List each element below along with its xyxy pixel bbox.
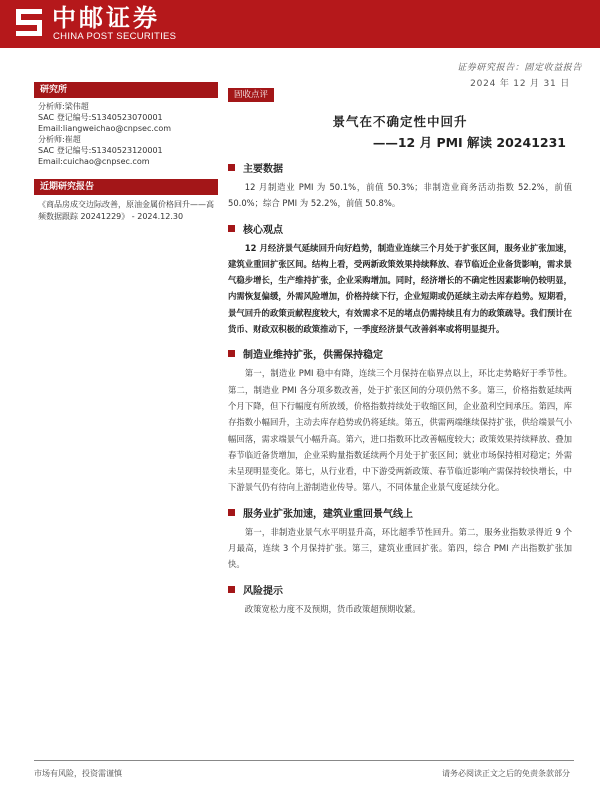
footer-risk-note: 市场有风险，投资需谨慎 bbox=[34, 769, 122, 778]
category-tag: 固收点评 bbox=[228, 88, 274, 102]
section-heading: 核心观点 bbox=[228, 221, 572, 236]
section-heading: 主要数据 bbox=[228, 160, 572, 175]
report-subtitle: ——12 月 PMI 解读 20241231 bbox=[372, 135, 566, 150]
square-bullet-icon bbox=[228, 586, 235, 593]
section-paragraph: 第一，非制造业景气水平明显升高，环比超季节性回升。第二，服务业指数录得近 9 个月最高，连续 3 个月保持扩张。第三，建筑业重回扩张。第四，综合 PMI 产出指数扩张加快。 bbox=[228, 526, 572, 570]
recent-report-link[interactable]: 《商品房成交边际改善，原油金属价格回升——高频数据跟踪 20241229》 - 2024.12.30 bbox=[38, 200, 214, 221]
report-type: 证券研究报告：固定收益报告 bbox=[457, 63, 582, 73]
analyst-line: 分析师:崔超 bbox=[38, 135, 81, 144]
section-heading: 制造业维持扩张，供需保持稳定 bbox=[228, 346, 572, 361]
report-date: 2024 年 12 月 31 日 bbox=[470, 79, 570, 89]
section-paragraph: 政策宽松力度不及预期，货币政策超预期收紧。 bbox=[244, 603, 421, 614]
section-heading: 风险提示 bbox=[228, 582, 572, 597]
footer-divider bbox=[34, 760, 574, 761]
analyst-line: 分析师:梁伟超 bbox=[38, 102, 89, 111]
section-paragraph: 12 月制造业 PMI 为 50.1%，前值 50.3%；非制造业商务活动指数 52.2%，前值 50.0%；综合 PMI 为 52.2%，前值 50.8%。 bbox=[228, 182, 572, 209]
analyst-email[interactable]: Email:liangweichao@cnpsec.com bbox=[38, 124, 172, 133]
analyst-email[interactable]: Email:cuichao@cnpsec.com bbox=[38, 157, 150, 166]
report-title: 景气在不确定性中回升 bbox=[332, 114, 468, 129]
recent-reports-heading: 近期研究报告 bbox=[34, 179, 218, 195]
china-post-logo-icon bbox=[14, 7, 44, 39]
analyst-line: SAC 登记编号:S1340523120001 bbox=[38, 146, 163, 155]
section-heading: 服务业扩张加速，建筑业重回景气线上 bbox=[228, 505, 572, 520]
section-paragraph: 第一，制造业 PMI 稳中有降，连续三个月保持在临界点以上，环比走势略好于季节性。第二，制造业 PMI 各分项多数改善，处于扩张区间的分项仍然不多。第三，价格指数延续两个月下降，但下行幅度有所放缓，价格指数持续处于收缩区间，企业盈利空间承压。第四，库存指数小幅回升，主动去库存趋势或仍将延续。第五，供需两端继续保持扩张，供给端景气小幅回落，需求端景气小幅升高。第六，进口指数环比改善幅度较大；政策效果持续释放、叠加春节临近备货增加，企业采购量指数延续两个月处于扩张区间；就业市场保持相对稳定；外需未呈现明显变化。第七，从行业看，中下游受两新政策、春节临近影响产需保持较快增长，中下游景气仍有待向上游制造业传导。第八，不同体量企业景气度延续分化。 bbox=[228, 368, 572, 493]
square-bullet-icon bbox=[228, 350, 235, 357]
company-name-cn: 中邮证券 bbox=[52, 4, 160, 32]
report-header bbox=[0, 0, 600, 48]
analyst-line: SAC 登记编号:S1340523070001 bbox=[38, 113, 163, 122]
core-view-paragraph: 12 月经济景气延续回升向好趋势，制造业连续三个月处于扩张区间，服务业扩张加速，建筑业重回扩张区间。结构上看，受两新政策效果持续释放、春节临近企业备货影响，需求景气稳步增长，生产维持扩张，企业采购增加。同时，经济增长的不确定性因素影响仍较明显，内需恢复偏缓，外需风险增加，价格持续下行，企业短期或仍延续主动去库存趋势。短期看，景气回升的政策贡献程度较大，有效需求不足的堵点仍需持续且有力的政策疏导。我们预计在货币、财政双积极的政策推动下，一季度经济景气改善斜率或将明显提升。 bbox=[228, 242, 572, 335]
sidebar bbox=[34, 82, 218, 223]
main-content bbox=[228, 82, 572, 617]
company-name-en: CHINA POST SECURITIES bbox=[53, 31, 177, 42]
footer-disclaimer-note: 请务必阅读正文之后的免责条款部分 bbox=[442, 769, 570, 778]
square-bullet-icon bbox=[228, 509, 235, 516]
square-bullet-icon bbox=[228, 164, 235, 171]
square-bullet-icon bbox=[228, 225, 235, 232]
analyst-info bbox=[34, 98, 218, 167]
research-institute-heading: 研究所 bbox=[34, 82, 218, 98]
